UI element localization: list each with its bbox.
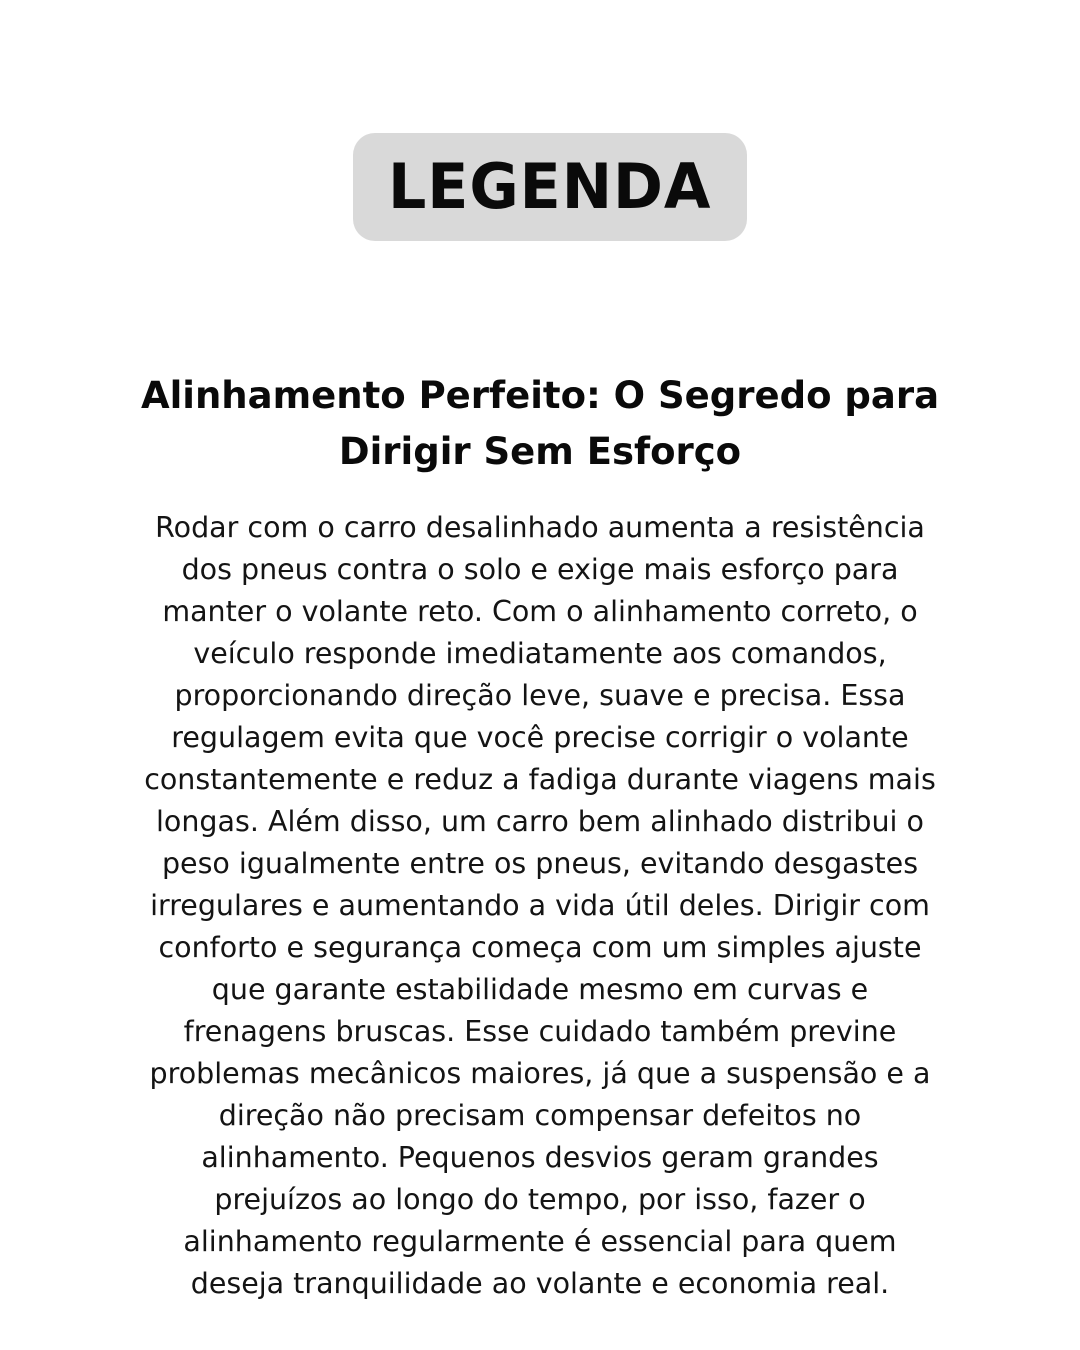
body-line: frenagens bruscas. Esse cuidado também previne	[183, 1015, 897, 1048]
body-line: alinhamento. Pequenos desvios geram grandes	[201, 1141, 879, 1174]
article-title	[100, 368, 980, 480]
body-line: peso igualmente entre os pneus, evitando desgastes	[161, 847, 919, 880]
body-line: dos pneus contra o solo e exige mais esforço para	[181, 553, 899, 586]
badge-label: LEGENDA	[388, 150, 712, 223]
body-line: veículo responde imediatamente aos comandos,	[193, 637, 887, 670]
body-line: constantemente e reduz a fadiga durante viagens mais	[144, 763, 936, 796]
body-line: longas. Além disso, um carro bem alinhado distribui o	[156, 805, 924, 838]
body-line: manter o volante reto. Com o alinhamento correto, o	[162, 595, 918, 628]
article-body	[90, 507, 990, 1305]
body-line: deseja tranquilidade ao volante e economia real.	[190, 1267, 890, 1300]
title-line: Alinhamento Perfeito: O Segredo para	[140, 374, 940, 417]
body-line: Rodar com o carro desalinhado aumenta a resistência	[155, 511, 925, 544]
body-line: irregulares e aumentando a vida útil deles. Dirigir com	[150, 889, 930, 922]
body-line: direção não precisam compensar defeitos no	[218, 1099, 862, 1132]
body-line: conforto e segurança começa com um simples ajuste	[158, 931, 922, 964]
body-line: regulagem evita que você precise corrigir o volante	[171, 721, 909, 754]
body-line: que garante estabilidade mesmo em curvas e	[211, 973, 869, 1006]
body-line: proporcionando direção leve, suave e precisa. Essa	[174, 679, 906, 712]
body-line: alinhamento regularmente é essencial para quem	[183, 1225, 897, 1258]
legend-badge	[353, 133, 747, 241]
body-line: prejuízos ao longo do tempo, por isso, fazer o	[214, 1183, 866, 1216]
body-line: problemas mecânicos maiores, já que a suspensão e a	[149, 1057, 931, 1090]
title-line: Dirigir Sem Esforço	[338, 430, 742, 473]
